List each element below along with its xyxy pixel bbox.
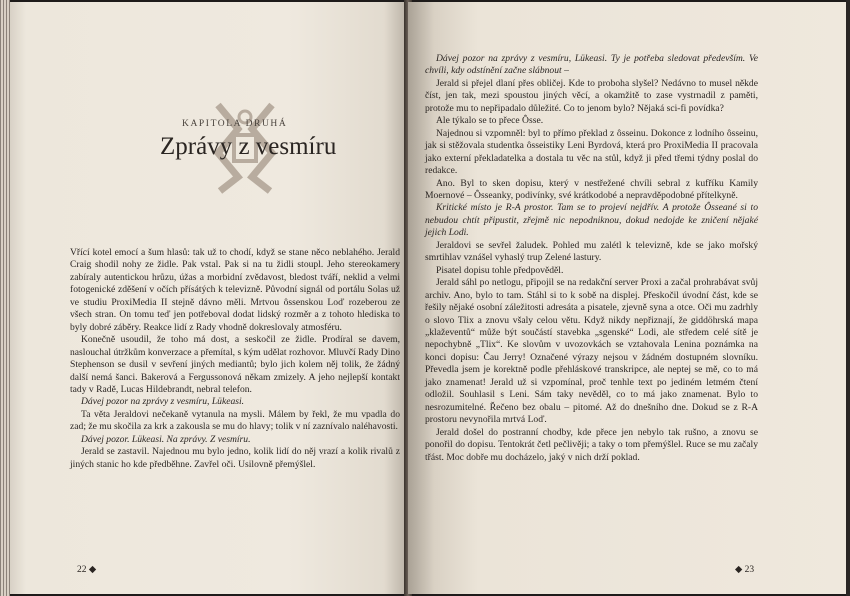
paragraph: Ta věta Jeraldovi nečekaně vytanula na mysli. Málem by řekl, že mu vpadla do zad; že mu skočila za krk a zakousla se mu do hlavy; tolik v ní zaznívalo naléhavosti.: [70, 408, 400, 433]
page-edge-stack: [0, 0, 10, 596]
paragraph: Ano. Byl to sken dopisu, který v nestřežené chvíli sebral z kufříku Kamily Moernové – Ôsseanky, podivínky, své krátkodobé a nepravděpodobné přítelkyně.: [425, 177, 758, 201]
paragraph: Jerald se zastavil. Najednou mu bylo jedno, kolik lidí do něj vrazí a kolik rivalů z jiných stanic ho kde předběhne. Zavřel oči. Usilovně přemýšlel.: [70, 446, 400, 470]
left-page: [10, 2, 408, 594]
right-page: [408, 2, 846, 594]
paragraph: Konečně usoudil, že toho má dost, a seskočil ze židle. Prodíral se davem, naslouchal útržkům konverzace a přemítal, s kým udělat rozhovor. Mluvčí Rady Dino Stephenson se dusil v sevření jiných mediantů; bylo jich kolem něj tolik, že žádný další nemá šanci. Bakerová a Fergussonová někam zmizely. A jeho nejlepší kontakt tady v Radě, Lucas Hildebrandt, nebral telefon.: [70, 334, 400, 395]
page-number-left: 22 ◆: [77, 565, 97, 575]
paragraph: Jerald došel do postranní chodby, kde přece jen nebylo tak rušno, a znovu se ponořil do dopisu. Tentokrát četl pečlivěji; a taky o tom přemýšlel. Ruce se mu začaly třást. Moc dobře mu docházelo, jaký v nich drží poklad.: [425, 426, 758, 463]
paragraph: Jerald si přejel dlaní přes obličej. Kde to proboha slyšel? Nedávno to musel někde číst, jen tak, mezi spoustou jiných věcí, a okamžitě to zase vystrnadil z paměti, protože mu to nepřipadalo důležité. Co to jenom bylo? Nějaká sci-fi povídka?: [425, 77, 758, 114]
paragraph: Vřící kotel emocí a šum hlasů: tak už to chodí, když se stane něco neblahého. Jerald Craig shodil nohy ze židle. Pak vstal. Pak si na tu židli stoupl. Jeho stereokamery zabíraly autentickou hrůzu, úžas a morbidní zvědavost, bledost tváří, neklid a velmi fotogenické zděšení v očích přísátých k televizně. Původní signál od portálu Solas už ve studiu ProxiMedia II stejně dávno měli. Mrtvou ôssenskou Loď rozeberou ze všech stran. On tomu teď jen potřeboval dodat lidský rozměr a z tohoto hlediska to byly dobré záběry. Reakce lidí z Rady vhodně dokreslovaly atmosféru.: [70, 247, 400, 333]
page-number-right: ◆ 23: [735, 565, 755, 575]
paragraph: Dávej pozor na zprávy z vesmíru, Lükeasi. Ty je potřeba sledovat především. Ve chvíli, kdy odstínění začne slábnout –: [425, 53, 758, 77]
chapter-title: Zprávy z vesmíru: [160, 133, 337, 160]
paragraph: Najednou si vzpomněl: byl to přímo překlad z ôsseinu. Dokonce z lodního ôsseinu, jak si stěžovala studentka ôsseistiky Leni Byrdová, která pro ProxiMedia II pracovala jako externí překladatelka a dostala tu věc na stůl, když ji před třemi týdny poslal do redakce.: [425, 127, 758, 177]
paragraph: Ale týkalo se to přece Ôsse.: [436, 115, 544, 127]
paragraph: Kritické místo je R-A prostor. Tam se to projeví nejdřív. A protože Ôsseané si to nebudou chtít připustit, zřejmě nic nepodniknou, dokud nedojde ke zničení nějaké jejich Lodi.: [425, 202, 758, 239]
right-page-body: [425, 53, 758, 464]
chapter-label: KAPITOLA DRUHÁ: [182, 119, 288, 129]
paragraph: Jeraldovi se sevřel žaludek. Pohled mu zalétl k televizně, kde se jako mořský smrtihlav vznášel vyhaslý trup Zelené lastury.: [425, 239, 758, 264]
paragraph: Pisatel dopisu tohle předpověděl.: [436, 264, 564, 276]
cover-edge: [846, 0, 850, 596]
paragraph: Dávej pozor na zprávy z vesmíru, Lükeasi.: [81, 396, 245, 408]
paragraph: Dávej pozor. Lükeasi. Na zprávy. Z vesmíru.: [81, 433, 251, 445]
paragraph: Jerald sáhl po netlogu, připojil se na redakční server Proxi a začal prohrabávat svůj archiv. Ano, bylo to tam. Stáhl si to k sobě na displej. Přeskočil úvodní část, kde se řešily nějaké osobní záležitosti adresáta a pisatele, zjevně syna a otce. Oči mu zadrhly o slovo Tlix a znovu všaly celou větu. Když nikdy nepřiznají, že giddöhrská mapa „klaževentů“ může být součástí stavebka „sgenské“ Lodi, ale středem celé sítě je nepochybně „Tlix“. Ke slovům v uvozovkách se vztahovala Lenina poznámka na konci dopisu: Čau Jerry! Označené výrazy nejsou v žádném dostupném slovníku. Převedla jsem je korektně podle přehláskové transkripce, ale neptej se mě, co to má jako znamenat! Jerald už si vzpomínal, proč tenhle text po jediném letmém čtení odložil. Souhlasil s Leni. Sám taky nevěděl, co to má jako znamenat. Bylo to nesrozumitelné. Řečeno bez obalu – pitomé. Až do dnešního dne. Dokud se z R-A prostoru nevynořila mrtvá Loď.: [425, 277, 758, 426]
left-page-body: [70, 247, 400, 471]
